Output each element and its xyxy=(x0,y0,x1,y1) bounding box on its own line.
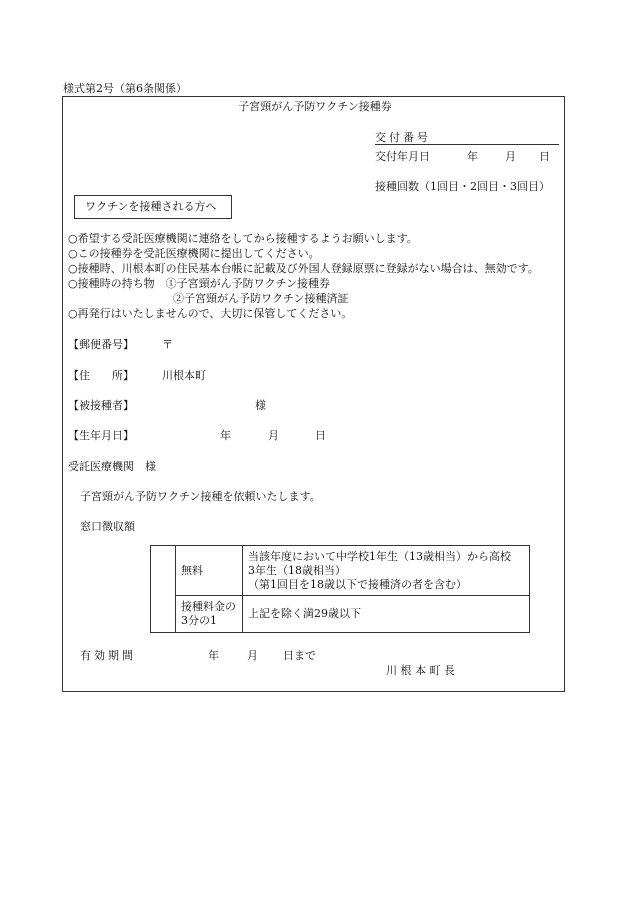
issue-year: 年 xyxy=(467,150,478,163)
birth-date-label: 【生年月日】 xyxy=(68,429,134,442)
condition-cell: 上記を除く満29歳以下 xyxy=(243,596,530,633)
birth-date-field xyxy=(68,429,326,443)
postal-mark: 〒 xyxy=(162,338,173,351)
condition-line: 3年生（18歳相当） xyxy=(248,563,346,577)
condition-line: 当該年度において中学校1年生（13歳相当）から高校 xyxy=(248,549,511,563)
recipient-name-suffix: 様 xyxy=(255,399,266,412)
page-title: 子宮頸がん予防ワクチン接種券 xyxy=(238,100,392,113)
clinic-label: 受託医療機関 様 xyxy=(68,460,156,473)
note-item: ○接種時の持ち物 ①子宮頸がん予防ワクチン接種券 xyxy=(68,277,331,290)
note-item-continuation: ②子宮頸がん予防ワクチン接種済証 xyxy=(173,292,349,305)
validity-period xyxy=(80,649,380,663)
vaccination-request: 子宮頸がん予防ワクチン接種を依頼いたします。 xyxy=(80,490,321,503)
validity-month: 月 xyxy=(247,649,258,662)
issue-month: 月 xyxy=(505,150,516,163)
recipient-name-field xyxy=(68,399,266,413)
note-item: ○希望する受託医療機関に連絡をしてから接種するようお願いします。 xyxy=(68,232,418,245)
note-item: ○再発行はいたしませんので、大切に保管してください。 xyxy=(68,307,353,320)
validity-year: 年 xyxy=(208,649,219,662)
table-row xyxy=(151,546,530,596)
recipient-name-label: 【被接種者】 xyxy=(68,399,134,412)
issue-number-underline xyxy=(375,144,559,145)
note-item: ○接種時、川根本町の住民基本台帳に記載及び外国人登録原票に登録がない場合は、無効です。 xyxy=(68,262,539,275)
fee-line: 3分の1 xyxy=(181,614,217,627)
recipient-notice-box: ワクチンを接種される方へ xyxy=(74,195,232,219)
issue-date-label: 交付年月日 xyxy=(375,150,430,163)
issue-day: 日 xyxy=(539,150,550,163)
condition-line: （第1回目を18歳以下で接種済の者を含む） xyxy=(248,577,467,591)
fee-cell xyxy=(176,596,243,633)
address-value: 川根本町 xyxy=(162,369,206,382)
birth-day: 日 xyxy=(315,429,326,442)
fee-table xyxy=(150,545,530,633)
dose-count: 接種回数（1回目・2回目・3回目） xyxy=(375,180,550,193)
birth-year: 年 xyxy=(220,429,231,442)
postal-code-field xyxy=(68,338,173,352)
validity-until: 日まで xyxy=(283,649,316,662)
birth-month: 月 xyxy=(268,429,279,442)
validity-label: 有効期間 xyxy=(80,649,136,662)
issuer-signature: 川 根 本 町 長 xyxy=(386,664,455,677)
address-label: 【住 所】 xyxy=(68,369,134,382)
address-field xyxy=(68,369,206,383)
condition-cell xyxy=(243,546,530,596)
fee-label: 窓口徴収額 xyxy=(80,520,135,533)
form-number: 様式第2号（第6条関係） xyxy=(63,82,187,95)
fee-line: 接種料金の xyxy=(181,600,236,613)
fee-cell: 無料 xyxy=(176,546,243,596)
note-item: ○この接種券を受託医療機関に提出してください。 xyxy=(68,247,320,260)
table-row xyxy=(151,596,530,633)
postal-code-label: 【郵便番号】 xyxy=(68,338,134,351)
table-blank-cell xyxy=(151,546,176,633)
issue-number-label: 交付番号 xyxy=(375,131,431,144)
